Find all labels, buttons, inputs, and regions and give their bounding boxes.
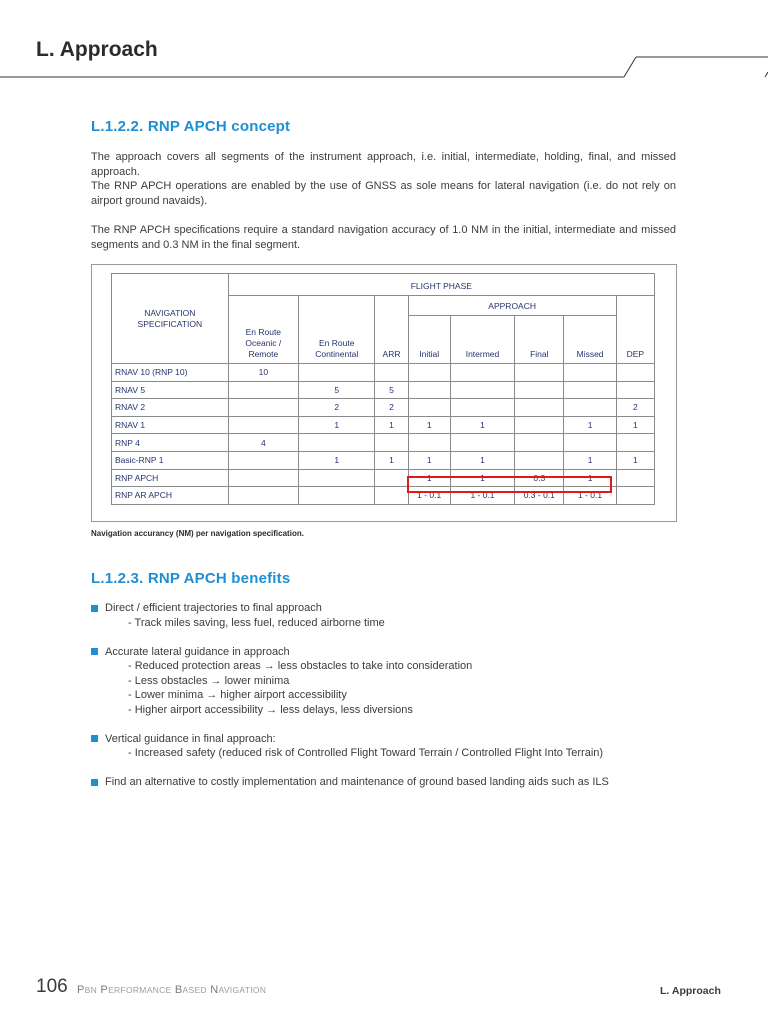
table-cell — [450, 381, 514, 399]
table-cell — [408, 434, 450, 452]
benefit-item — [91, 645, 691, 718]
rnp-apch-highlight — [407, 476, 612, 493]
table-cell — [515, 381, 564, 399]
book-title-word: BASED — [174, 984, 207, 996]
table-cell: 1 — [450, 469, 514, 487]
table-cell — [616, 381, 654, 399]
table-cell: 1 — [616, 451, 654, 469]
benefits-list — [91, 601, 691, 804]
benefit-text: Accurate lateral guidance in approach — [105, 645, 290, 658]
body-paragraph — [91, 150, 676, 208]
book-title — [77, 984, 266, 996]
table-cell — [616, 487, 654, 505]
bullet-square-icon — [91, 735, 98, 742]
column-header: En Route Continental — [299, 296, 375, 364]
paragraph-segments: The approach covers all segments of the instrument approach, i.e. initial, intermediate, holding, final, and missed approach. — [91, 151, 676, 178]
table-cell — [515, 364, 564, 382]
spec-name: RNAV 2 — [112, 399, 229, 417]
table-cell — [450, 434, 514, 452]
column-header: Missed — [564, 316, 616, 364]
table-cell — [375, 364, 408, 382]
spec-name: RNAV 5 — [112, 381, 229, 399]
table-cell — [616, 434, 654, 452]
benefit-row — [91, 732, 691, 747]
spec-name: RNAV 1 — [112, 416, 229, 434]
book-title-word: NAVIGATION — [210, 984, 267, 996]
table-header-row — [112, 274, 655, 296]
table-cell: 1 — [408, 469, 450, 487]
table-cell — [299, 487, 375, 505]
table-cell: 1 — [408, 416, 450, 434]
table-cell — [515, 399, 564, 417]
table-row — [112, 399, 655, 417]
approach-header: APPROACH — [408, 296, 616, 316]
benefit-subitem: - Increased safety (reduced risk of Controlled Flight Toward Terrain / Controlled Flight Into Terrain) — [128, 747, 604, 759]
table-cell — [299, 364, 375, 382]
table-cell — [228, 381, 298, 399]
table-cell: 1 — [375, 451, 408, 469]
table-cell: 1 - 0.1 — [564, 487, 616, 505]
table-cell — [375, 434, 408, 452]
nav-spec-header: NAVIGATION SPECIFICATION — [112, 274, 229, 364]
column-header: Intermed — [450, 316, 514, 364]
table-cell — [228, 399, 298, 417]
spec-name: RNAV 10 (RNP 10) — [112, 364, 229, 382]
spec-name: RNP 4 — [112, 434, 229, 452]
table-cell: 1 - 0.1 — [450, 487, 514, 505]
book-title-word: PERFORMANCE — [100, 984, 172, 996]
table-row — [112, 451, 655, 469]
column-header: En Route Oceanic / Remote — [228, 296, 298, 364]
table-cell: 1 - 0.1 — [408, 487, 450, 505]
column-header: ARR — [375, 296, 408, 364]
benefit-text: Direct / efficient trajectories to final approach — [105, 602, 322, 614]
table-cell — [375, 469, 408, 487]
table-cell — [228, 469, 298, 487]
benefit-item — [91, 732, 691, 761]
benefit-subitem: - Reduced protection areas → less obstacles to take into consideration — [128, 660, 473, 672]
table-cell: 1 — [564, 469, 616, 487]
table-cell: 2 — [375, 399, 408, 417]
table-cell — [228, 416, 298, 434]
table-cell — [616, 364, 654, 382]
table-cell: 1 — [450, 451, 514, 469]
benefit-subitem: - Less obstacles → lower minima — [128, 674, 290, 687]
section-title-concept: L.1.2.2. RNP APCH concept — [91, 118, 291, 135]
spec-name: Basic-RNP 1 — [112, 451, 229, 469]
table-cell: 5 — [375, 381, 408, 399]
table-cell: 1 — [408, 451, 450, 469]
chapter-title: L. Approach — [36, 38, 158, 61]
table-cell — [450, 399, 514, 417]
table-cell: 1 — [450, 416, 514, 434]
table-cell: 0.3 - 0.1 — [515, 487, 564, 505]
table-cell: 1 — [564, 451, 616, 469]
benefit-row — [91, 775, 691, 790]
table-cell — [299, 434, 375, 452]
benefit-subitem: - Higher airport accessibility → less delays, less diversions — [128, 703, 413, 716]
table-cell — [515, 451, 564, 469]
column-header: DEP — [616, 296, 654, 364]
table-cell: 0.3 — [515, 469, 564, 487]
navigation-spec-table — [111, 273, 655, 505]
table-cell: 10 — [228, 364, 298, 382]
bullet-square-icon — [91, 648, 98, 655]
footer-chapter: L. Approach — [660, 985, 721, 997]
table-row — [112, 381, 655, 399]
book-title-word: PBN — [77, 984, 98, 996]
paragraph-accuracy: The RNP APCH specifications require a standard navigation accuracy of 1.0 NM in the initial, intermediate and missed segments and 0.3 NM in the final segment. — [91, 224, 676, 251]
section-title-benefits: L.1.2.3. RNP APCH benefits — [91, 570, 291, 587]
benefit-item — [91, 775, 691, 790]
table-cell — [616, 469, 654, 487]
table-row — [112, 364, 655, 382]
table-cell: 2 — [616, 399, 654, 417]
table-cell: 2 — [299, 399, 375, 417]
table-cell — [564, 364, 616, 382]
table-cell: 1 — [299, 451, 375, 469]
table-cell: 4 — [228, 434, 298, 452]
table-cell — [515, 434, 564, 452]
spec-name: RNP AR APCH — [112, 487, 229, 505]
table-cell — [375, 487, 408, 505]
benefit-row — [91, 601, 691, 616]
table-cell — [564, 399, 616, 417]
table-cell: 5 — [299, 381, 375, 399]
table-cell — [299, 469, 375, 487]
benefit-text: Find an alternative to costly implementation and maintenance of ground based landing aids such as ILS — [105, 776, 609, 788]
column-header: Initial — [408, 316, 450, 364]
table-cell: 1 — [564, 416, 616, 434]
table-cell: 1 — [616, 416, 654, 434]
table-cell — [515, 416, 564, 434]
table-cell — [450, 364, 514, 382]
table-cell — [228, 451, 298, 469]
bullet-square-icon — [91, 605, 98, 612]
table-cell: 1 — [299, 416, 375, 434]
benefit-subitem: - Track miles saving, less fuel, reduced airborne time — [128, 616, 385, 629]
bullet-square-icon — [91, 779, 98, 786]
table-cell — [564, 381, 616, 399]
table-row — [112, 416, 655, 434]
benefit-subitem: - Lower minima → higher airport accessibility — [128, 689, 347, 701]
table-cell — [564, 434, 616, 452]
benefit-text: Vertical guidance in final approach: — [105, 732, 276, 745]
spec-name: RNP APCH — [112, 469, 229, 487]
table-caption: Navigation accurancy (NM) per navigation specification. — [91, 529, 304, 538]
column-header: Final — [515, 316, 564, 364]
table-cell: 1 — [375, 416, 408, 434]
flight-phase-header: FLIGHT PHASE — [228, 274, 654, 296]
page-number: 106 — [36, 976, 68, 997]
benefit-row — [91, 645, 691, 660]
table-cell — [408, 381, 450, 399]
table-row — [112, 434, 655, 452]
table-cell — [408, 399, 450, 417]
table-cell — [228, 487, 298, 505]
benefit-item — [91, 601, 691, 630]
table-cell — [408, 364, 450, 382]
paragraph-gnss: The RNP APCH operations are enabled by the use of GNSS as sole means for lateral navigation (i.e. do not rely on airport ground navaids). — [91, 180, 676, 207]
